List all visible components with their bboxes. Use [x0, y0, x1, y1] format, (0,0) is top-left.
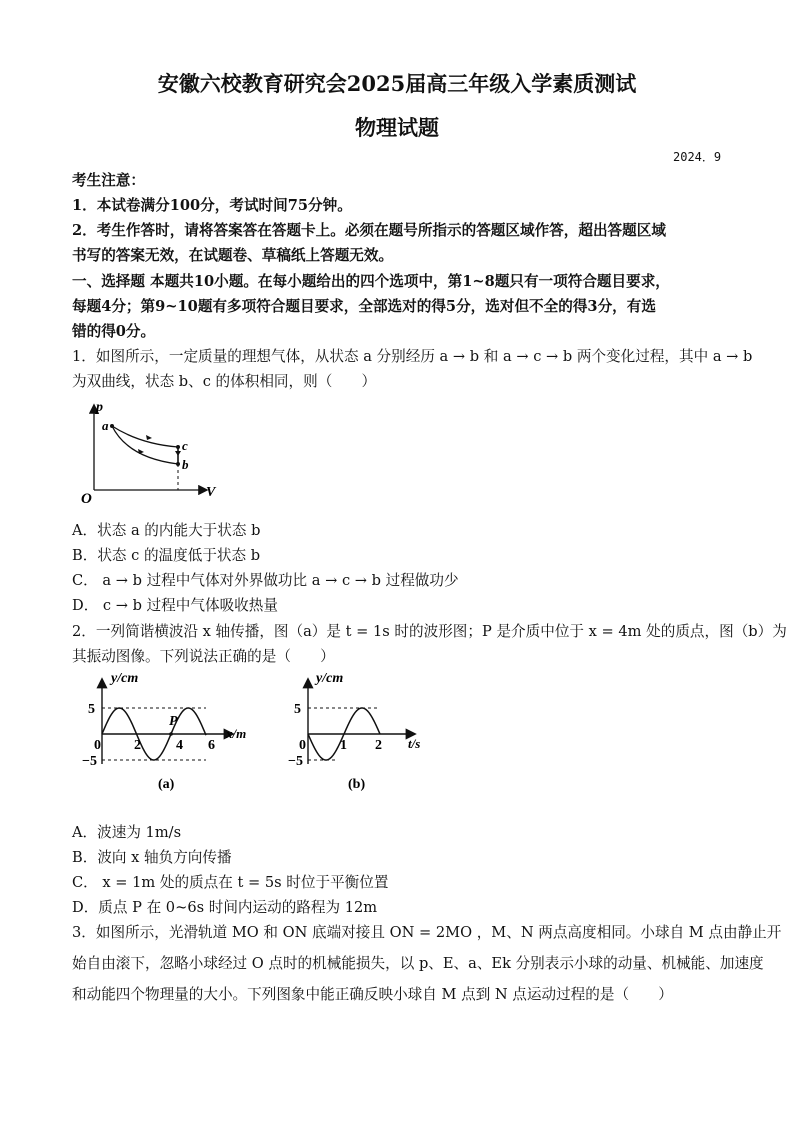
fig-a-tick-5: 5 [88, 702, 95, 717]
question-1-stem-line-2: 为双曲线，状态 b、c 的体积相同，则（ ） [72, 373, 377, 390]
notice-item-1: 1．本试卷满分100分，考试时间75分钟。 [72, 197, 352, 214]
question-2-stem-line-2: 其振动图像。下列说法正确的是（ ） [72, 648, 335, 665]
origin-label: O [81, 491, 92, 507]
p-axis-label: p [96, 400, 103, 415]
question-1-option-c: C． a → b 过程中气体对外界做功比 a → c → b 过程做功少 [72, 572, 459, 589]
point-b-label: b [182, 457, 189, 472]
fig-b-caption: (b) [348, 777, 366, 792]
exam-title: 安徽六校教育研究会2025届高三年级入学素质测试 [157, 71, 637, 96]
point-a-label: a [102, 418, 109, 433]
fig-b-tick-neg5: −5 [288, 754, 303, 769]
notice-heading: 考生注意： [72, 172, 145, 189]
fig-a-caption: (a) [158, 777, 175, 792]
question-1-pv-diagram [78, 398, 228, 508]
fig-b-tick-5: 5 [294, 702, 301, 717]
fig-a-p-label: P [169, 714, 178, 729]
question-1-option-d: D． c → b 过程中气体吸收热量 [72, 597, 278, 614]
fig-b-y-label: y/cm [316, 671, 344, 686]
notice-item-2-line-1: 2．考生作答时，请将答案答在答题卡上。必须在题号所指示的答题区域作答，超出答题区域 [72, 222, 666, 239]
curve-a-to-c [112, 426, 178, 447]
question-3-stem-line-2: 始自由滚下，忽略小球经过 O 点时的机械能损失，以 p、E、a、Ek 分别表示小球的动量、机械能、加速度 [72, 955, 764, 972]
point-p [169, 732, 173, 736]
question-2-figure-a-wave [82, 672, 262, 794]
fig-a-x-label: x/m [226, 726, 247, 741]
question-2-option-d: D．质点 P 在 0~6s 时间内运动的路程为 12m [72, 899, 378, 916]
fig-a-y-label: y/cm [111, 671, 139, 686]
fig-b-x-label: t/s [408, 736, 421, 751]
exam-subtitle: 物理试题 [355, 115, 439, 140]
fig-b-tick-2: 2 [375, 738, 382, 753]
fig-b-tick-1: 1 [340, 738, 347, 753]
exam-date: 2024．9 [673, 150, 722, 164]
v-axis-label: V [206, 485, 216, 500]
notice-item-2-line-2: 书写的答案无效，在试题卷、草稿纸上答题无效。 [72, 247, 394, 264]
question-2-option-a: A．波速为 1m/s [72, 824, 182, 841]
question-2-option-b: B．波向 x 轴负方向传播 [72, 849, 232, 866]
question-2-stem-line-1: 2．一列简谐横波沿 x 轴传播，图（a）是 t = 1s 时的波形图；P 是介质中位于 x = 4m 处的质点，图（b）为 [72, 623, 787, 640]
fig-a-tick-4: 4 [176, 738, 183, 753]
section-1-line-3: 错的得0分。 [72, 323, 156, 340]
question-1-stem-line-1: 1．如图所示，一定质量的理想气体，从状态 a 分别经历 a → b 和 a → c → b 两个变化过程，其中 a → b [72, 348, 753, 365]
section-1-line-1: 一、选择题 本题共10小题。在每小题给出的四个选项中，第1~8题只有一项符合题目要求， [72, 273, 670, 290]
question-1-option-b: B．状态 c 的温度低于状态 b [72, 547, 261, 564]
question-1-option-a: A．状态 a 的内能大于状态 b [72, 522, 261, 539]
question-3-stem-line-3: 和动能四个物理量的大小。下列图象中能正确反映小球自 M 点到 N 点运动过程的是（ ） [72, 986, 673, 1003]
question-2-figure-b-vibration [290, 672, 425, 794]
question-2-option-c: C． x = 1m 处的质点在 t = 5s 时位于平衡位置 [72, 874, 389, 891]
question-3-stem-line-1: 3．如图所示，光滑轨道 MO 和 ON 底端对接且 ON = 2MO ，M、N 两点高度相同。小球自 M 点由静止开 [72, 924, 782, 941]
section-1-line-2: 每题4分；第9~10题有多项符合题目要求，全部选对的得5分，选对但不全的得3分，有选 [72, 298, 656, 315]
fig-a-tick-6: 6 [208, 738, 215, 753]
fig-b-tick-0: 0 [299, 738, 306, 753]
fig-a-tick-2: 2 [134, 738, 141, 753]
fig-a-tick-0: 0 [94, 738, 101, 753]
point-c-label: c [182, 438, 188, 453]
fig-a-tick-neg5: −5 [82, 754, 97, 769]
